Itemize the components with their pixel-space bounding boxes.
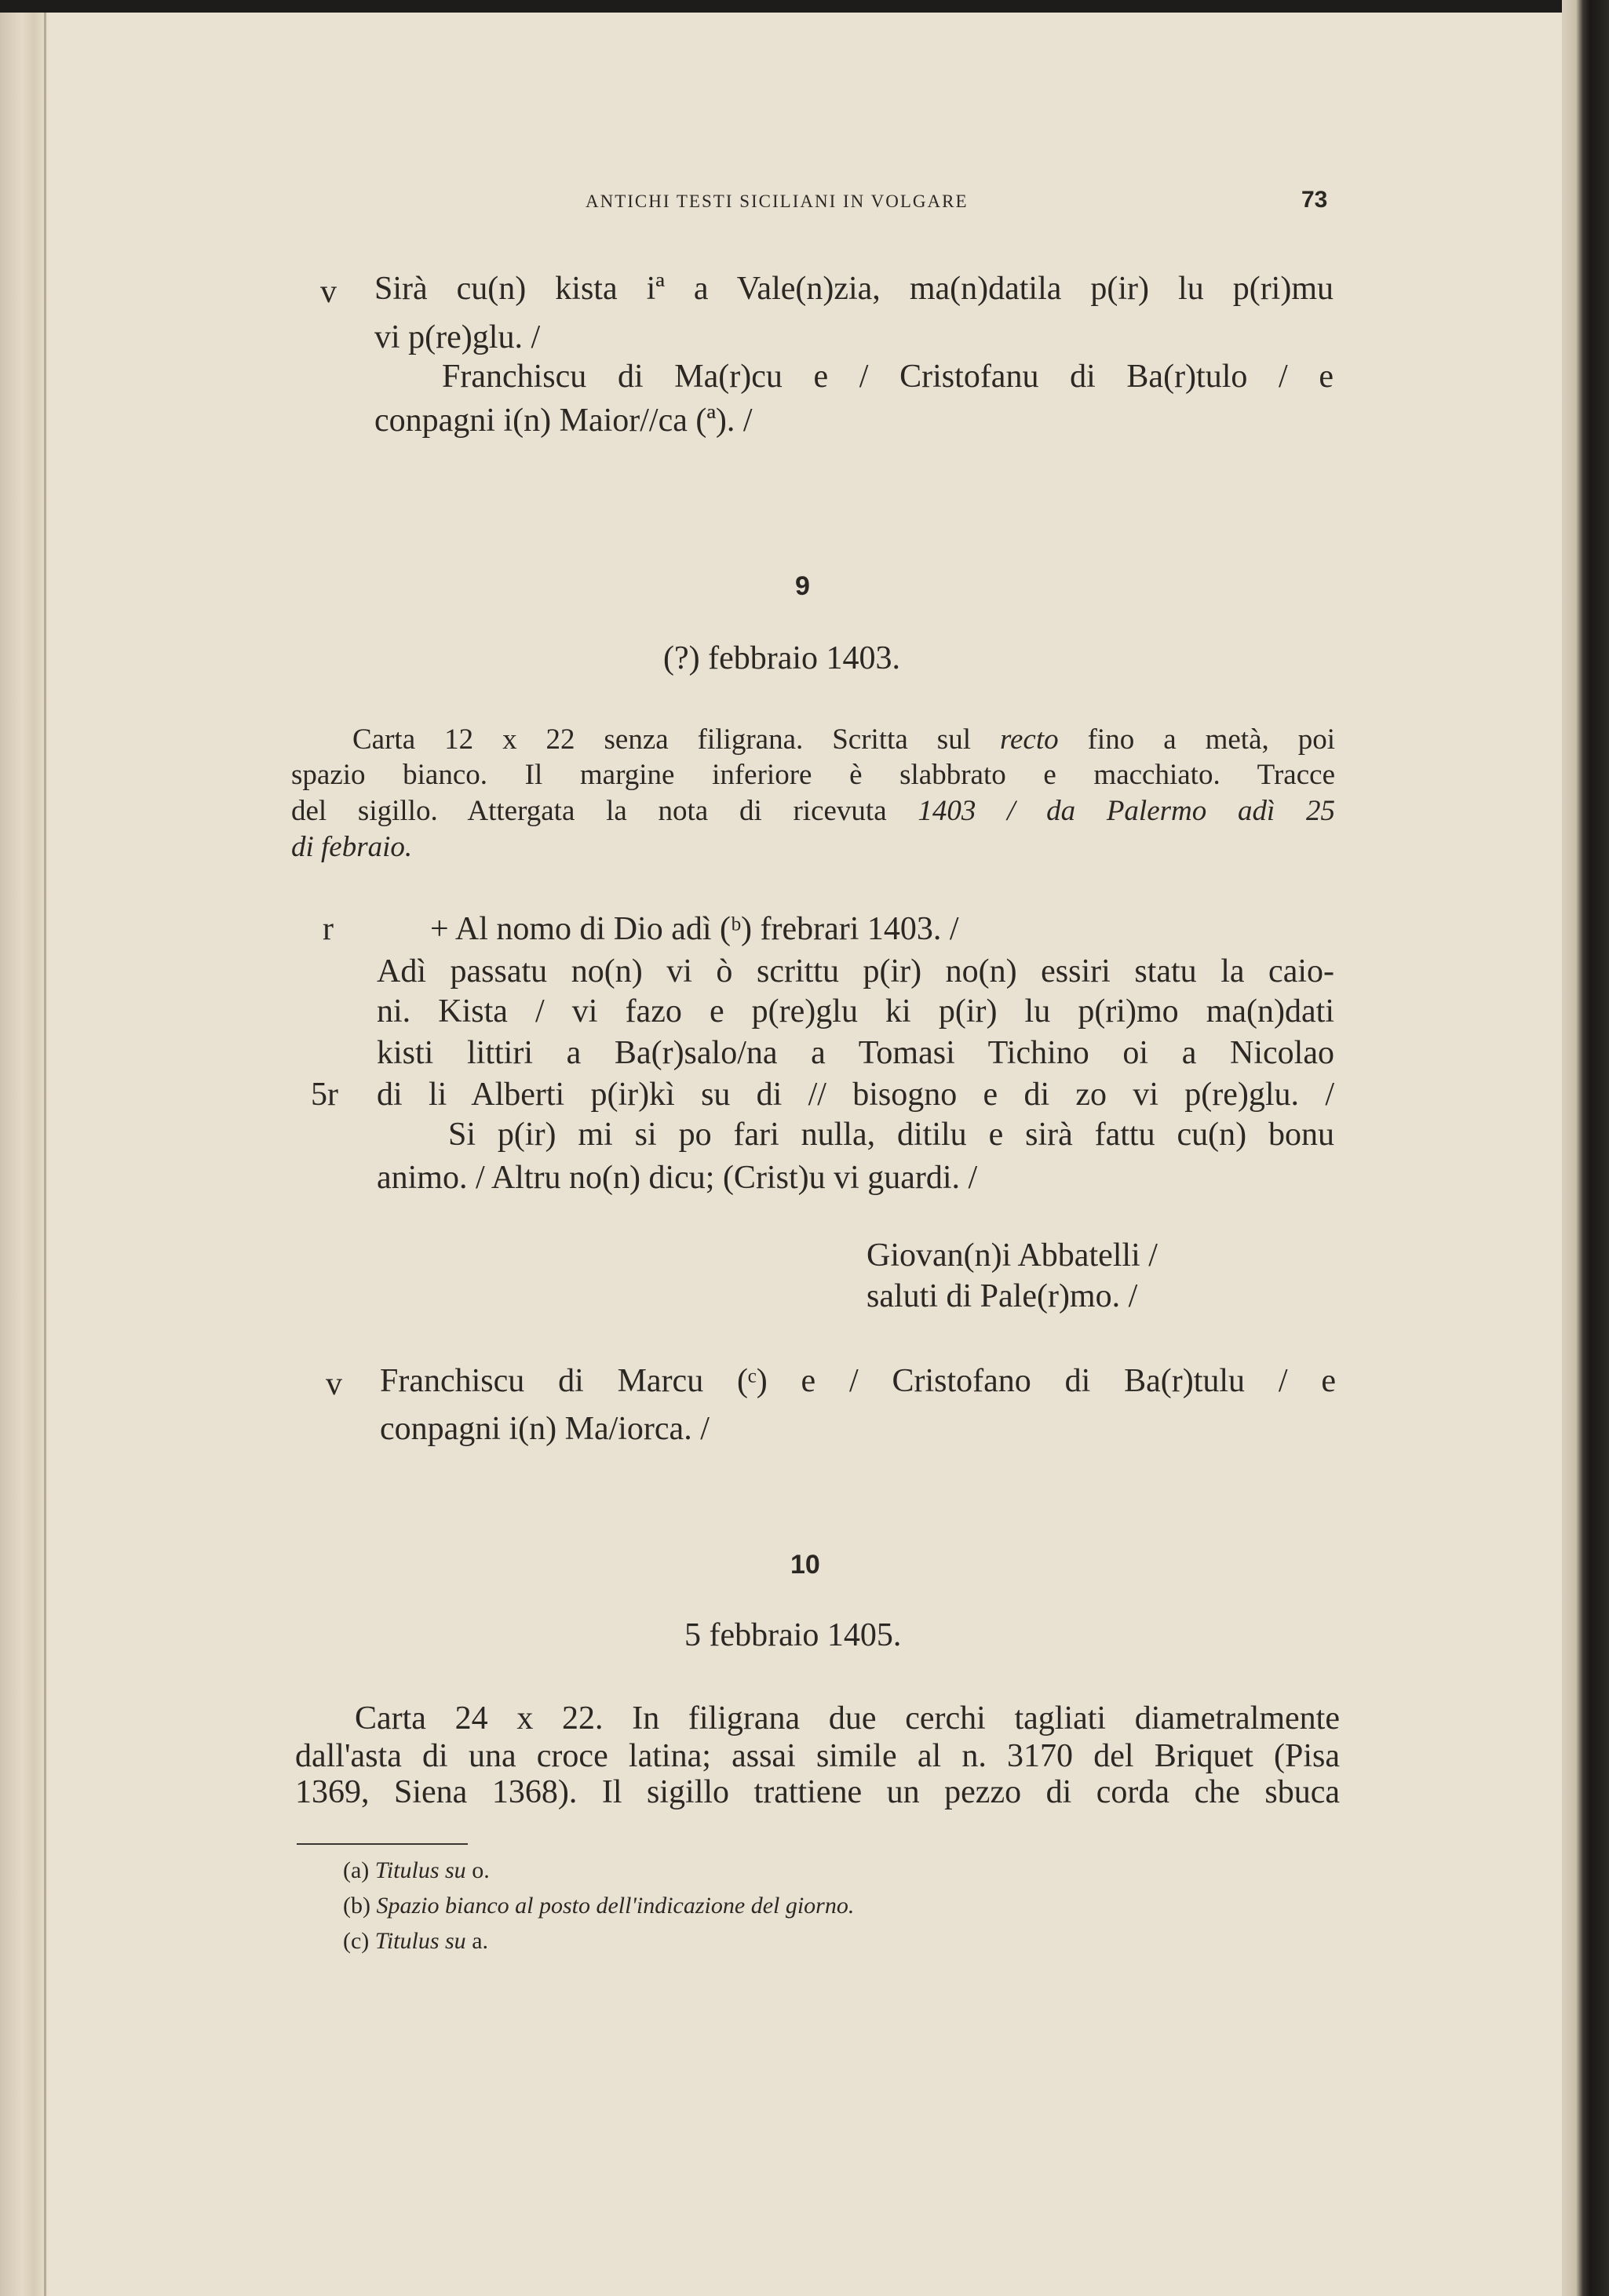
text-line: + Al nomo di Dio adì (ᵇ) frebrari 1403. / [430,911,959,947]
recto-marker: r [323,911,334,947]
text-line: ni. Kista / vi fazo e p(re)glu ki p(ir) lu p(ri)mo ma(n)dati [377,993,1334,1030]
description-line: Carta 24 x 22. In filigrana due cerchi tagliati diametralmente [355,1700,1340,1737]
text-line: Sirà cu(n) kista iª a Vale(n)zia, ma(n)datila p(ir) lu p(ri)mu [374,271,1334,307]
text-line: Adì passatu no(n) vi ò scrittu p(ir) no(n) essiri statu la caio- [377,953,1334,989]
footnote-rule [297,1843,468,1845]
page-number: 73 [1301,187,1328,213]
section-date: (?) febbraio 1403. [663,640,901,676]
description-line: dall'asta di una croce latina; assai simile al n. 3170 del Briquet (Pisa [295,1738,1340,1774]
address-line: conpagni i(n) Ma/iorca. / [380,1411,710,1447]
footnote: (a) Titulus su o. [343,1857,490,1883]
scan-top-edge [0,0,1609,13]
text-line: vi p(re)glu. / [374,319,541,355]
text-line: kisti littiri a Ba(r)salo/na a Tomasi Tichino oi a Nicolao [377,1035,1334,1071]
text-line: conpagni i(n) Maior//ca (ª). / [374,403,753,439]
description-line: del sigillo. Attergata la nota di ricevuta 1403 / da Palermo adì 25 [291,795,1335,827]
text-line: Franchiscu di Ma(r)cu e / Cristofanu di Ba(r)tulo / e [442,359,1334,395]
text-line: Si p(ir) mi si po fari nulla, ditilu e sirà fattu cu(n) bonu [448,1117,1334,1153]
text-line: di li Alberti p(ir)kì su di // bisogno e di zo vi p(re)glu. / [377,1077,1334,1113]
verso-marker: v [326,1366,342,1402]
footnote: (b) Spazio bianco al posto dell'indicazione del giorno. [343,1893,855,1919]
section-date: 5 febbraio 1405. [684,1617,902,1653]
verso-marker: v [320,274,337,310]
section-number: 9 [795,571,810,601]
signature-line: saluti di Pale(r)mo. / [867,1278,1138,1314]
page-right-edge [1562,0,1609,2296]
description-line: Carta 12 x 22 senza filigrana. Scritta sul recto fino a metà, poi [352,723,1336,756]
gutter-line [44,13,46,2296]
description-line: 1369, Siena 1368). Il sigillo trattiene un pezzo di corda che sbuca [295,1774,1340,1810]
running-title: ANTICHI TESTI SICILIANI IN VOLGARE [586,191,969,211]
section-number: 10 [790,1550,820,1580]
address-line: Franchiscu di Marcu (ᶜ) e / Cristofano di Ba(r)tulu / e [380,1363,1336,1399]
signature-line: Giovan(n)i Abbatelli / [867,1237,1158,1274]
page-gutter [0,13,49,2296]
folio-marker: 5r [311,1077,338,1113]
text-line: animo. / Altru no(n) dicu; (Crist)u vi guardi. / [377,1160,978,1196]
description-line: spazio bianco. Il margine inferiore è slabbrato e macchiato. Tracce [291,759,1335,791]
description-line: di febraio. [291,831,413,863]
footnote: (c) Titulus su a. [343,1928,489,1954]
